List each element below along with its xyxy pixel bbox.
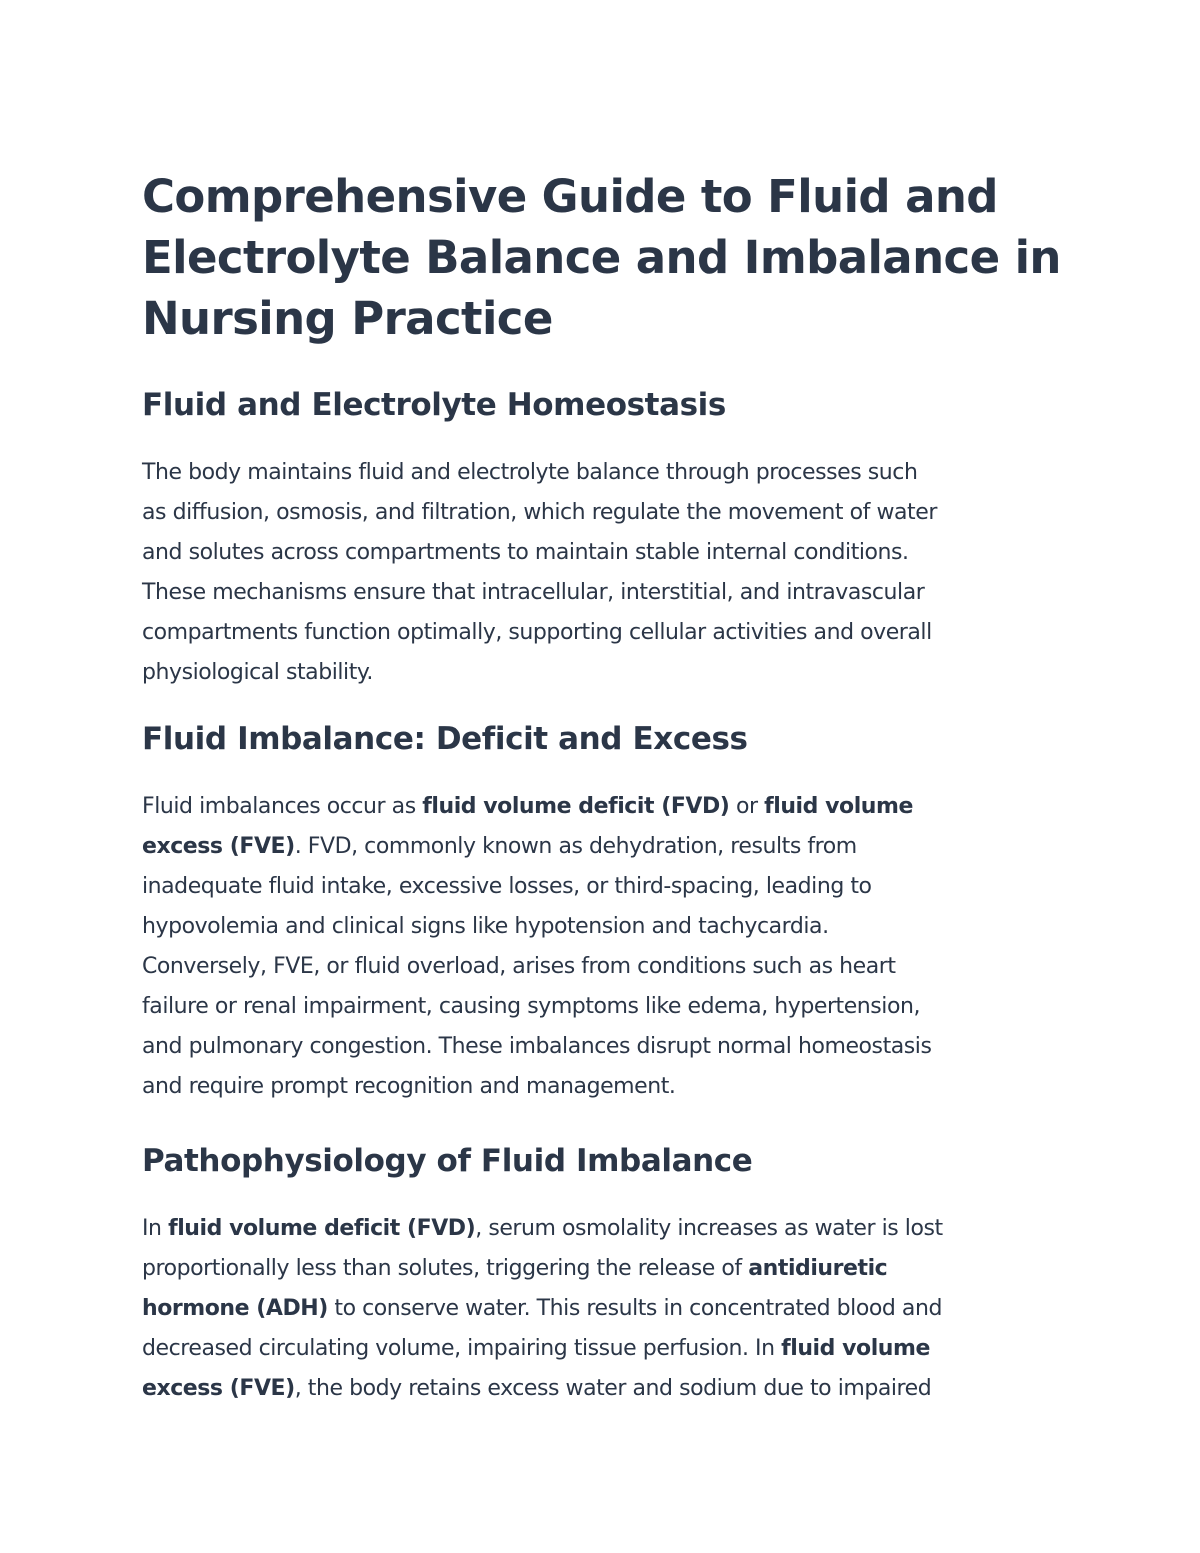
paragraph-line: and solutes across compartments to maintain stable internal conditions.: [142, 540, 909, 565]
paragraph-line: These mechanisms ensure that intracellular, interstitial, and intravascular: [142, 580, 925, 605]
text-run: , the body retains excess water and sodium due to impaired: [294, 1376, 932, 1401]
paragraph-line: The body maintains fluid and electrolyte balance through processes such: [142, 460, 918, 485]
section-heading-homeostasis: Fluid and Electrolyte Homeostasis: [142, 387, 726, 423]
paragraph-line: failure or renal impairment, causing symptoms like edema, hypertension,: [142, 994, 921, 1019]
text-run: , serum osmolality increases as water is lost: [475, 1216, 943, 1241]
paragraph-line: [142, 1249, 1062, 1289]
text-run: decreased circulating volume, impairing tissue perfusion. In: [142, 1336, 782, 1361]
pathophysiology-paragraph: [142, 1209, 1062, 1409]
paragraph-line: hypovolemia and clinical signs like hypotension and tachycardia.: [142, 914, 829, 939]
paragraph-line: [142, 1209, 1062, 1249]
paragraph-line: [142, 787, 1062, 827]
document-page: [142, 166, 1062, 1409]
paragraph-line: Conversely, FVE, or fluid overload, arises from conditions such as heart: [142, 954, 896, 979]
term-adh: antidiuretic: [748, 1256, 888, 1281]
paragraph-line: and pulmonary congestion. These imbalances disrupt normal homeostasis: [142, 1034, 932, 1059]
title-line: Electrolyte Balance and Imbalance in: [142, 231, 1061, 284]
term-fve: excess (FVE): [142, 1376, 295, 1401]
title-line: Nursing Practice: [142, 292, 553, 345]
paragraph-line: [142, 1289, 1062, 1329]
text-run: or: [729, 794, 765, 819]
text-run: Fluid imbalances occur as: [142, 794, 423, 819]
paragraph-line: physiological stability.: [142, 660, 373, 685]
title-line: Comprehensive Guide to Fluid and: [142, 170, 998, 223]
text-run: to conserve water. This results in concentrated blood and: [327, 1296, 942, 1321]
term-fve: fluid volume: [764, 794, 913, 819]
term-fve: excess (FVE): [142, 834, 295, 859]
paragraph-line: [142, 1369, 1062, 1409]
paragraph-line: [142, 827, 1062, 867]
text-run: In: [142, 1216, 169, 1241]
section-heading-imbalance: Fluid Imbalance: Deficit and Excess: [142, 721, 748, 757]
document-title: [142, 166, 1062, 349]
paragraph-line: inadequate fluid intake, excessive losses, or third-spacing, leading to: [142, 874, 872, 899]
imbalance-paragraph: [142, 787, 1062, 1107]
paragraph-line: compartments function optimally, supporting cellular activities and overall: [142, 620, 932, 645]
section-heading-pathophysiology: Pathophysiology of Fluid Imbalance: [142, 1143, 753, 1179]
text-run: . FVD, commonly known as dehydration, results from: [294, 834, 857, 859]
term-adh: hormone (ADH): [142, 1296, 328, 1321]
text-run: proportionally less than solutes, triggering the release of: [142, 1256, 749, 1281]
paragraph-line: as diffusion, osmosis, and filtration, which regulate the movement of water: [142, 500, 937, 525]
homeostasis-paragraph: [142, 453, 1062, 693]
term-fvd: fluid volume deficit (FVD): [422, 794, 730, 819]
paragraph-line: and require prompt recognition and management.: [142, 1074, 676, 1099]
term-fve: fluid volume: [781, 1336, 930, 1361]
term-fvd: fluid volume deficit (FVD): [168, 1216, 476, 1241]
paragraph-line: [142, 1329, 1062, 1369]
